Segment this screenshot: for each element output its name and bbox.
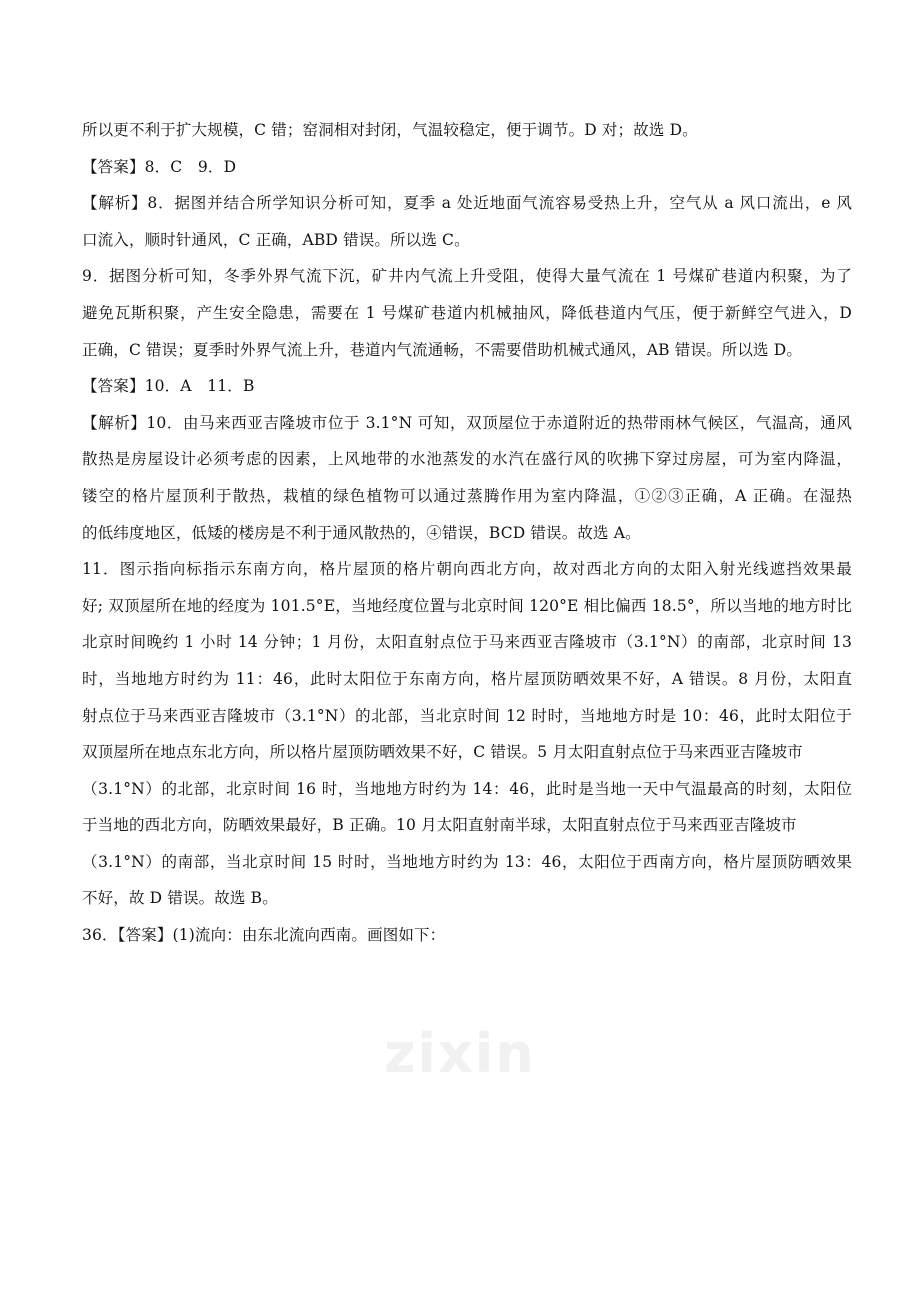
analysis-11-line-2: 好; 双顶屋所在地的经度为 101.5°E，当地经度位置与北京时间 120°E 相比偏西 18.5°，所以当地的地方时比: [82, 596, 852, 615]
analysis-10-line-4: 的低纬度地区，低矮的楼房是不利于通风散热的，④错误，BCD 错误。故选 A。: [82, 523, 641, 542]
analysis-8-line-2: 口流入，顺时针通风，C 正确，ABD 错误。所以选 C。: [82, 230, 470, 249]
analysis-11-line-9: （3.1°N）的南部，当北京时间 15 时时，当地地方时约为 13：46，太阳位于西南方向，格片屋顶防晒效果: [82, 852, 852, 871]
analysis-9-line-3: 正确，C 错误；夏季时外界气流上升，巷道内气流通畅，不需要借助机械式通风，AB 错误。所以选 D。: [82, 340, 803, 359]
analysis-10-line-3: 镂空的格片屋顶利于散热，栽植的绿色植物可以通过蒸腾作用为室内降温，①②③正确，A 正确。在湿热: [82, 486, 852, 505]
analysis-9-line-1: 9．据图分析可知，冬季外界气流下沉，矿井内气流上升受阻，使得大量气流在 1 号煤矿巷道内积聚，为了: [82, 267, 852, 286]
text-line-1: 所以更不利于扩大规模，C 错；窑洞相对封闭，气温较稳定，便于调节。D 对；故选 D。: [82, 121, 698, 139]
answer-8-9: 【答案】8．C 9．D: [82, 157, 237, 176]
analysis-11-line-8: 于当地的西北方向，防晒效果最好，B 正确。10 月太阳直射南半球，太阳直射点位于马来西亚吉隆坡市: [82, 816, 797, 835]
analysis-11-line-10: 不好，故 D 错误。故选 B。: [82, 889, 278, 908]
analysis-11-line-1: 11．图示指向标指示东南方向，格片屋顶的格片朝向西北方向，故对西北方向的太阳入射光线遮挡效果最: [82, 560, 852, 579]
analysis-11-line-6: 双顶屋所在地点东北方向，所以格片屋顶防晒效果不好，C 错误。5 月太阳直射点位于马来西亚吉隆坡市: [82, 743, 803, 762]
answer-10-11: 【答案】10．A 11．B: [82, 377, 255, 396]
watermark-logo: zixin: [384, 1022, 536, 1085]
analysis-11-line-7: （3.1°N）的北部，北京时间 16 时，当地地方时约为 14：46，此时是当地一天中气温最高的时刻，太阳位: [82, 779, 852, 798]
analysis-11-line-3: 北京时间晚约 1 小时 14 分钟；1 月份，太阳直射点位于马来西亚吉隆坡市（3.1°N）的南部，北京时间 13: [82, 633, 852, 652]
analysis-9-line-2: 避免瓦斯积聚，产生安全隐患，需要在 1 号煤矿巷道内机械抽风，降低巷道内气压，便于新鲜空气进入，D: [82, 303, 852, 322]
analysis-8-line-1: 【解析】8．据图并结合所学知识分析可知，夏季 a 处近地面气流容易受热上升，空气从 a 风口流出，e 风: [82, 194, 852, 213]
analysis-11-line-5: 射点位于马来西亚吉隆坡市（3.1°N）的北部，当北京时间 12 时时，当地地方时是 10：46，此时太阳位于: [82, 706, 852, 725]
analysis-10-line-1: 【解析】10．由马来西亚吉隆坡市位于 3.1°N 可知，双顶屋位于赤道附近的热带雨林气候区，气温高，通风: [82, 413, 852, 432]
analysis-11-line-4: 时，当地地方时约为 11：46，此时太阳位于东南方向，格片屋顶防晒效果不好，A 错误。8 月份，太阳直: [82, 669, 852, 688]
answer-36-heading: 36．【答案】(1)流向：由东北流向西南。画图如下：: [82, 926, 446, 945]
document-body: [82, 112, 852, 954]
analysis-10-line-2: 散热是房屋设计必须考虑的因素，上风地带的水池蒸发的水汽在盛行风的吹拂下穿过房屋，可为室内降温，: [82, 450, 852, 469]
